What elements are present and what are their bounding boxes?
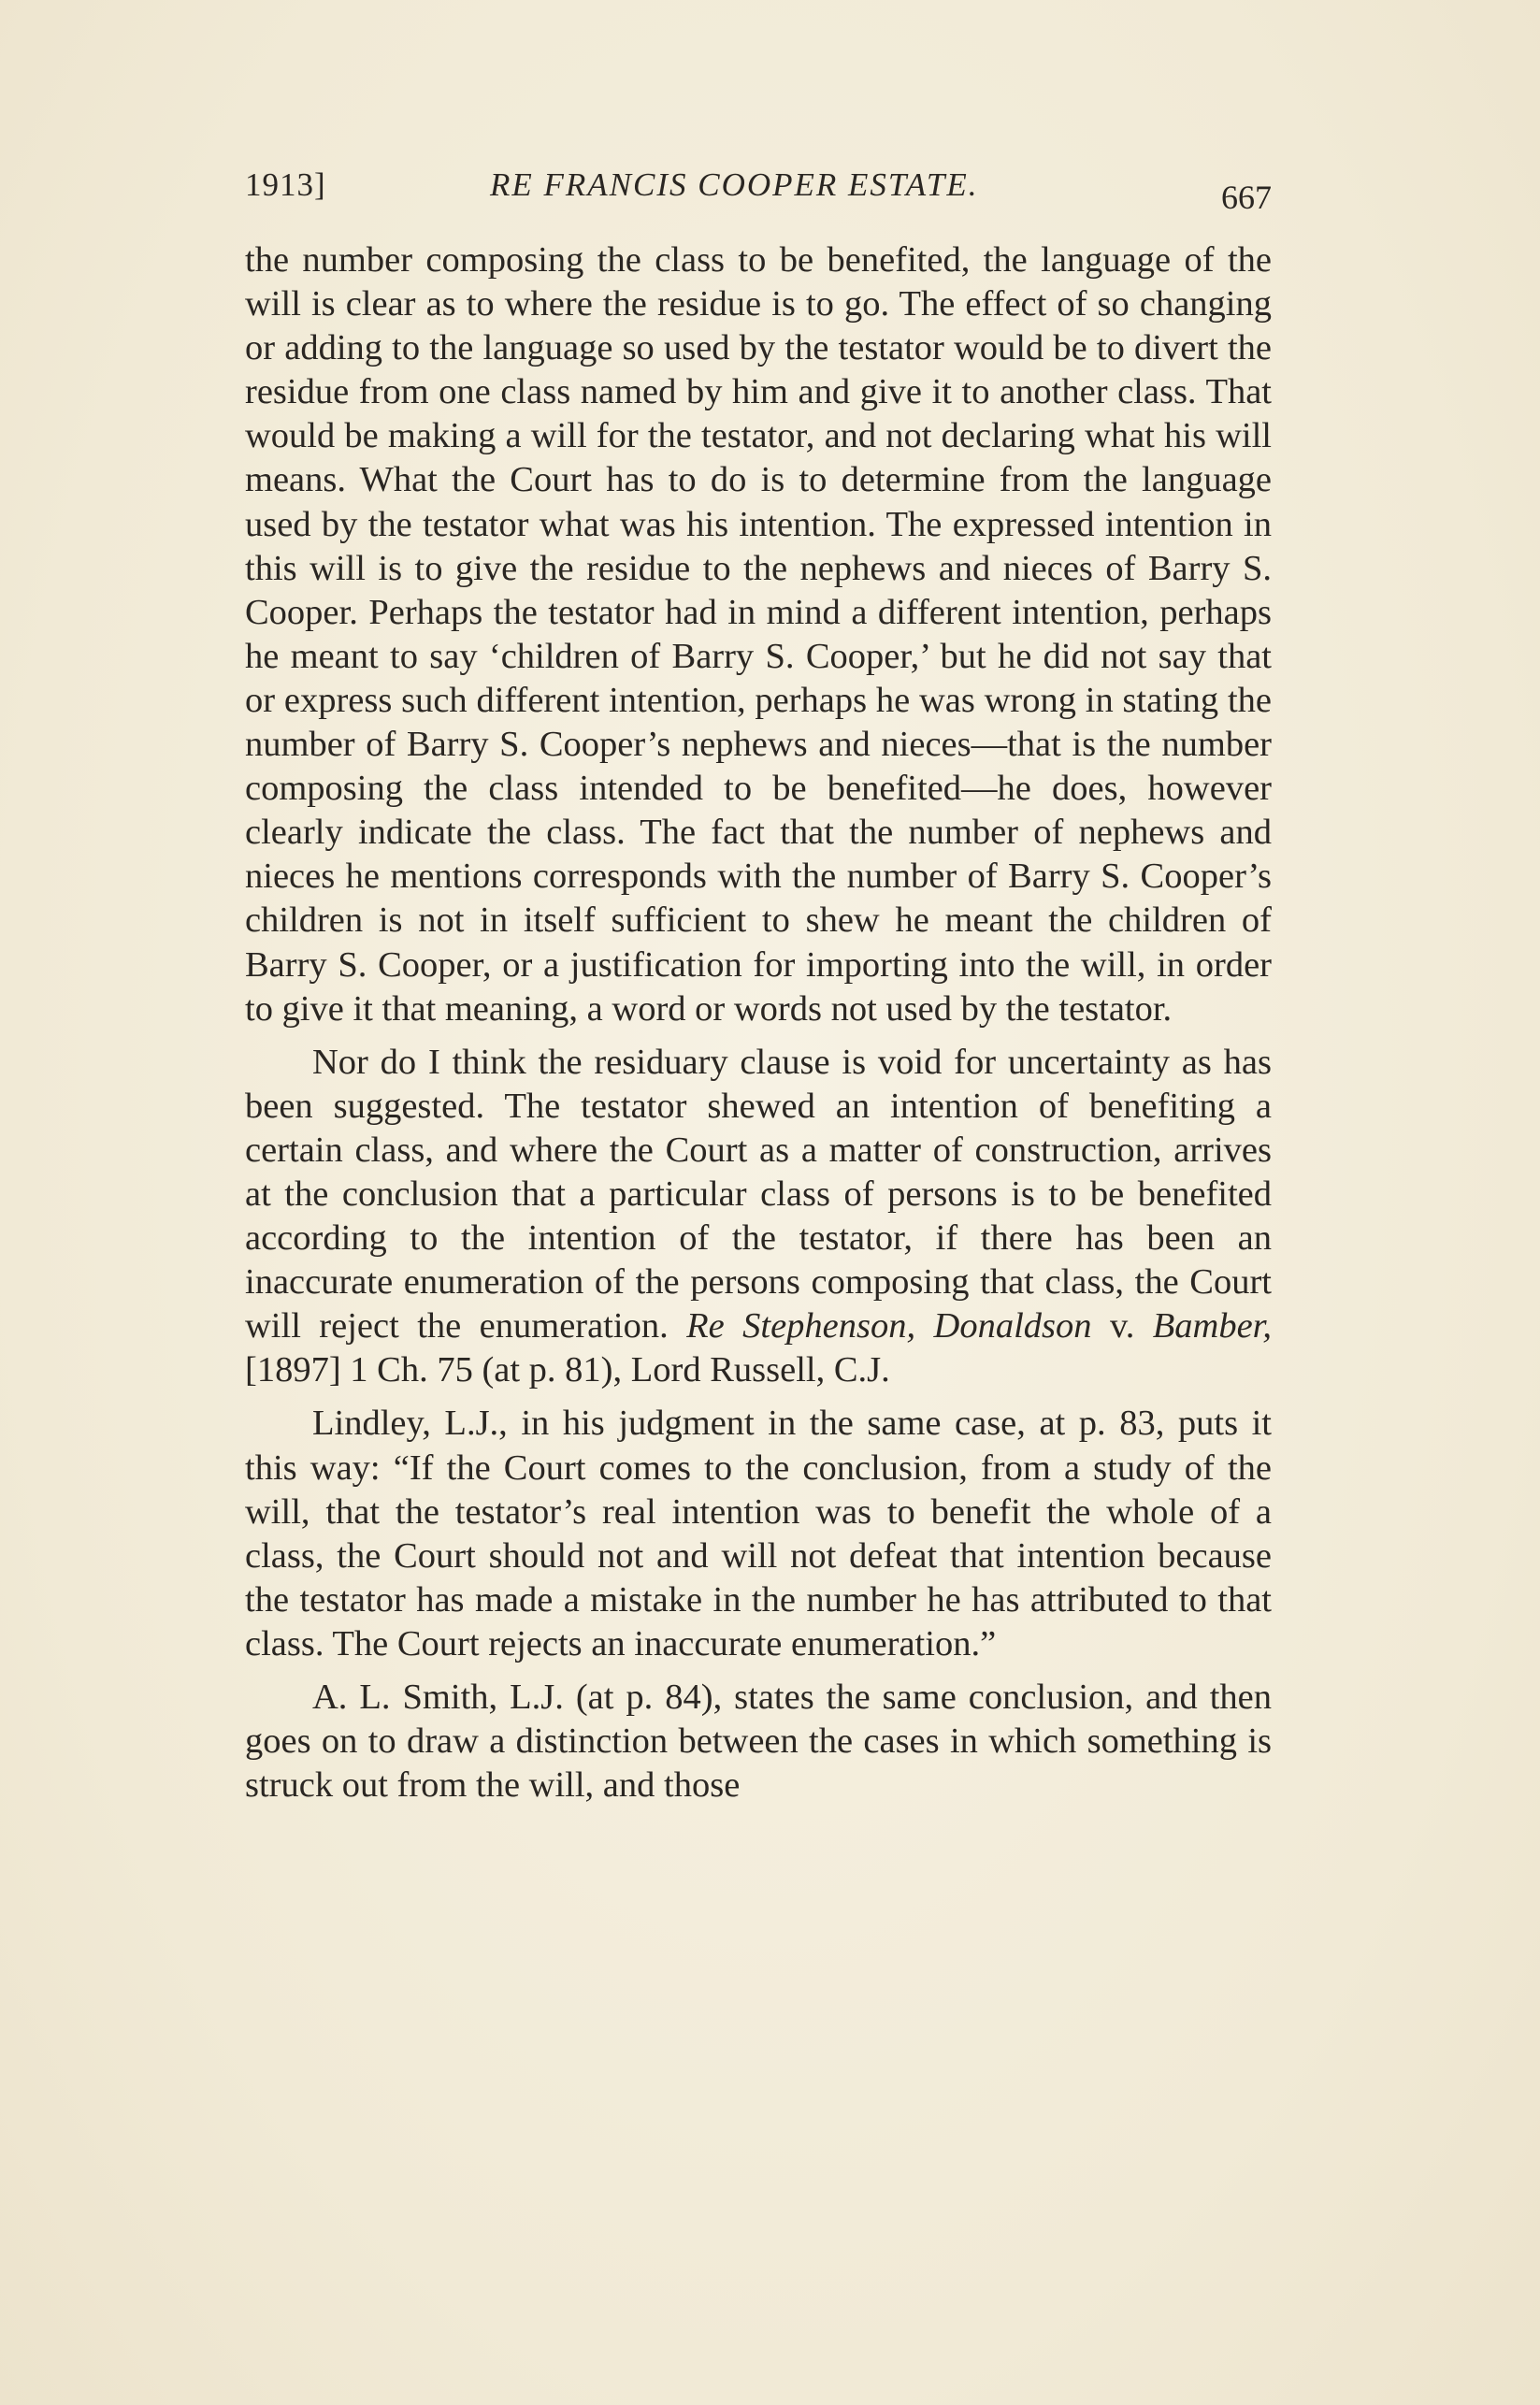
case-citation-versus: v. — [1091, 1306, 1153, 1347]
body-text — [245, 238, 1272, 1807]
header-year: 1913] — [245, 166, 326, 203]
paragraph-uncertainty — [245, 1041, 1272, 1393]
running-head — [245, 166, 1272, 216]
page-number: 667 — [1221, 179, 1272, 216]
paragraph-smith: A. L. Smith, L.J. (at p. 84), states the same conclusion, and then goes on to draw a distinction between the cases in which something is struck out from the will, and those — [245, 1678, 1272, 1806]
case-citation-name: Bamber, — [1152, 1306, 1272, 1347]
paragraph-lindley: Lindley, L.J., in his judgment in the same case, at p. 83, puts it this way: “If the Court comes to the conclusion, from a study of the will, that the testator’s real intention was to benefit the whole of a class, the Court should not and will not defeat that intention because the testator has made a mistake in the number he has attributed to that class. The Court rejects an inaccurate enumeration.” — [245, 1404, 1272, 1663]
header-title: RE FRANCIS COOPER ESTATE. — [490, 166, 979, 203]
paragraph-continuation: the number composing the class to be benefited, the language of the will is clear as to where the residue is to go. The effect of so changing or adding to the language so used by the testator would be to divert the residue from one class named by him and give it to another class. That would be making a will for the testator, and not declaring what his will means. What the Court has to do is to determine from the language used by the testator what was his intention. The expressed intention in this will is to give the residue to the nephews and nieces of Barry S. Cooper. Perhaps the testator had in mind a different intention, perhaps he meant to say ‘children of Barry S. Cooper,’ but he did not say that or express such different intention, perhaps he was wrong in stating the number of Barry S. Cooper’s nephews and nieces—that is the number composing the class intended to be benefited—he does, however clearly indicate the class. The fact that the number of nephews and nieces he mentions corresponds with the number of Barry S. Cooper’s children is not in itself sufficient to shew he meant the children of Barry S. Cooper, or a justification for importing into the will, in order to give it that meaning, a word or words not used by the testator. — [245, 240, 1272, 1029]
paragraph-text: Nor do I think the residuary clause is void for uncertainty as has been suggested. The testator shewed an intention of benefiting a certain class, and where the Court as a matter of construction, arrives at the conclusion that a particular class of persons is to be benefited according to the intention of the testator, if there has been an inaccurate enumeration of the persons composing that class, the Court will reject the enumeration. — [245, 1042, 1272, 1347]
case-citation-name: Re Stephenson, Donaldson — [686, 1306, 1092, 1347]
paragraph-text: [1897] 1 Ch. 75 (at p. 81), Lord Russell, C.J. — [245, 1350, 890, 1390]
